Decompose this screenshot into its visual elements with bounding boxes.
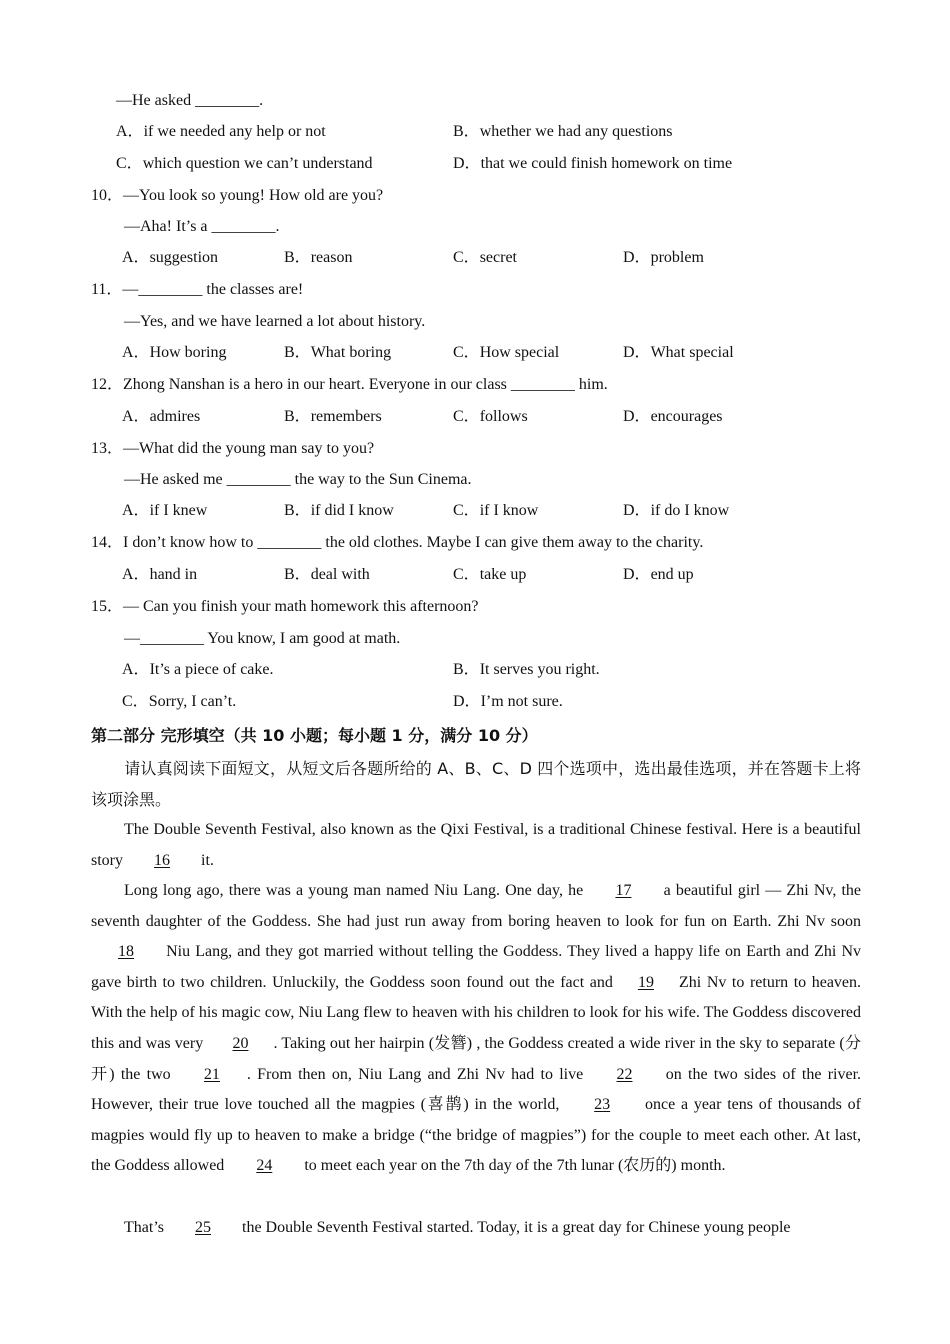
option-text: problem [650,249,704,266]
q10-stem: 10．—You look so young! How old are you? [91,187,384,204]
blank-19[interactable]: 19 [637,973,654,991]
q10-option-d[interactable] [623,248,704,268]
option-text: take up [479,566,527,583]
option-letter: B． [284,249,311,266]
option-letter: B． [453,123,480,140]
option-letter: A． [116,123,144,140]
part2-instruction [91,754,861,815]
option-text: It serves you right. [479,661,600,678]
blank-20[interactable]: 20 [232,1034,249,1052]
option-text: secret [479,249,517,266]
q10-option-c[interactable] [453,248,517,268]
q10-option-b[interactable] [284,248,352,268]
option-letter: B． [453,661,480,678]
passage-text: . From then on, Niu Lang and Zhi Nv had to live [246,1065,584,1083]
option-text: hand in [149,566,198,583]
option-letter: B． [284,566,311,583]
instruction-text: 请认真阅读下面短文，从短文后各题所给的 A、B、C、D 四个选项中，选出最佳选项，并在答题卡上将该项涂黑。 [91,759,861,809]
q9-stem: —He asked ________. [116,92,264,109]
option-letter: A． [122,249,150,266]
q12-stem: 12．Zhong Nanshan is a hero in our heart. Everyone in our class ________ him. [91,376,608,393]
q14-option-b[interactable] [284,565,370,585]
passage-text: That’s [124,1219,164,1236]
q15-stem: 15．— Can you finish your math homework this afternoon? [91,598,479,615]
q11-option-d[interactable] [623,343,734,363]
option-text: I’m not sure. [480,693,563,710]
passage-text: Long long ago, there was a young man named Niu Lang. One day, he [124,882,584,899]
option-letter: D． [623,249,651,266]
passage-text: it. [201,851,214,869]
passage-text: Zhi Nv to return to heaven. With the help of his magic cow, Niu Lang flew to heaven with his children to look for his wife. The Goddess discovered this and was very [91,973,862,1052]
option-letter: A． [122,502,150,519]
blank-24[interactable]: 24 [256,1157,273,1175]
q13-response: —He asked me ________ the way to the Sun Cinema. [124,471,472,488]
part2-heading: 第二部分 完形填空（共 10 小题；每小题 1 分，满分 10 分） [91,726,538,745]
passage-text: Niu Lang, and they got married without telling the Goddess. They lived a happy life on Earth and Zhi Nv gave birth to two children. Unluckily, the Goddess soon found out the fact and [91,943,862,991]
passage-text: once a year tens of thousands of magpies would fly up to heaven to make a bridge (“the bridge of magpies”) for the couple to meet each other. At last, the Goddess allowed [91,1096,862,1175]
option-letter: D． [623,566,651,583]
q14-option-a[interactable] [122,565,197,585]
option-text: How boring [149,344,227,361]
option-letter: C． [453,249,480,266]
option-letter: C． [453,408,480,425]
passage-text: The Double Seventh Festival, also known as the Qixi Festival, is a traditional Chinese festival. Here is a beautiful story [91,821,861,869]
option-text: What special [650,344,734,361]
blank-16[interactable]: 16 [154,851,170,869]
q9-option-a[interactable] [116,122,326,142]
blank-18[interactable]: 18 [118,943,134,961]
blank-23[interactable]: 23 [594,1096,611,1114]
q9-option-d[interactable] [453,154,732,174]
q15-response: —________ You know, I am good at math. [124,630,401,647]
option-letter: D． [623,502,651,519]
option-letter: A． [122,344,150,361]
q15-option-d[interactable] [453,692,563,712]
option-letter: C． [116,155,143,172]
option-text: if I know [479,502,539,519]
option-letter: C． [453,566,480,583]
passage-text: the Double Seventh Festival started. Today, it is a great day for Chinese young people [242,1219,791,1236]
q11-response: —Yes, and we have learned a lot about history. [124,313,426,330]
q13-option-a[interactable] [122,501,207,521]
q10-option-a[interactable] [122,248,218,268]
q11-stem: 11．—________ the classes are! [91,281,304,298]
q13-option-b[interactable] [284,501,394,521]
option-text: It’s a piece of cake. [149,661,274,678]
passage-paragraph-1 [91,815,861,876]
blank-17[interactable]: 17 [615,882,632,899]
q11-option-c[interactable] [453,343,559,363]
q12-option-b[interactable] [284,407,382,427]
option-text: deal with [310,566,370,583]
option-letter: A． [122,566,150,583]
q12-option-c[interactable] [453,407,528,427]
option-text: whether we had any questions [479,123,673,140]
passage-text: on the two sides of the river. However, their true love touched all the magpies (喜鹊) in the world, [91,1065,862,1114]
q12-option-d[interactable] [623,407,723,427]
q15-option-b[interactable] [453,660,600,680]
passage-text: to meet each year on the 7th day of the 7th lunar (农历的) month. [304,1157,726,1175]
option-text: if did I know [310,502,394,519]
option-letter: D． [453,155,481,172]
option-letter: C． [453,502,480,519]
option-letter: C． [122,693,149,710]
q15-option-c[interactable] [122,692,236,712]
option-text: remembers [310,408,382,425]
option-letter: D． [623,408,651,425]
option-letter: D． [453,693,481,710]
option-letter: C． [453,344,480,361]
passage-text: a beautiful girl — Zhi Nv, the seventh daughter of the Goddess. She had just run away from boring heaven to look for fun on Earth. Zhi Nv soon [91,882,862,930]
option-text: What boring [310,344,392,361]
option-letter: A． [122,408,150,425]
q11-option-b[interactable] [284,343,391,363]
option-text: Sorry, I can’t. [148,693,237,710]
q13-stem: 13．—What did the young man say to you? [91,440,375,457]
q9-option-b[interactable] [453,122,673,142]
option-text: reason [310,249,353,266]
blank-22[interactable]: 22 [616,1065,633,1083]
blank-25[interactable]: 25 [195,1219,211,1236]
q9-option-c[interactable] [116,154,373,174]
q15-option-a[interactable] [122,660,274,680]
option-text: suggestion [149,249,219,266]
q14-stem: 14．I don’t know how to ________ the old clothes. Maybe I can give them away to the charity. [91,534,704,551]
q13-option-d[interactable] [623,501,729,521]
option-letter: B． [284,408,311,425]
option-text: admires [149,408,201,425]
option-text: if I knew [149,502,208,519]
passage-paragraph-3 [91,1213,861,1244]
q10-response: —Aha! It’s a ________. [124,218,280,235]
option-letter: B． [284,344,311,361]
option-letter: D． [623,344,651,361]
option-text: encourages [650,408,723,425]
q13-option-c[interactable] [453,501,538,521]
option-text: which question we can’t understand [142,155,373,172]
option-letter: B． [284,502,311,519]
option-text: How special [479,344,560,361]
q14-option-c[interactable] [453,565,526,585]
q14-option-d[interactable] [623,565,694,585]
option-text: follows [479,408,528,425]
option-text: if we needed any help or not [143,123,326,140]
q12-option-a[interactable] [122,407,200,427]
option-letter: A． [122,661,150,678]
option-text: that we could finish homework on time [480,155,733,172]
blank-21[interactable]: 21 [203,1065,220,1083]
q11-option-a[interactable] [122,343,226,363]
passage-text: . Taking out her hairpin (发簪) , the Goddess created a wide river in the sky to separate (分开) the two [91,1034,861,1083]
option-text: end up [650,566,694,583]
passage-paragraph-2 [91,876,861,1182]
option-text: if do I know [650,502,730,519]
